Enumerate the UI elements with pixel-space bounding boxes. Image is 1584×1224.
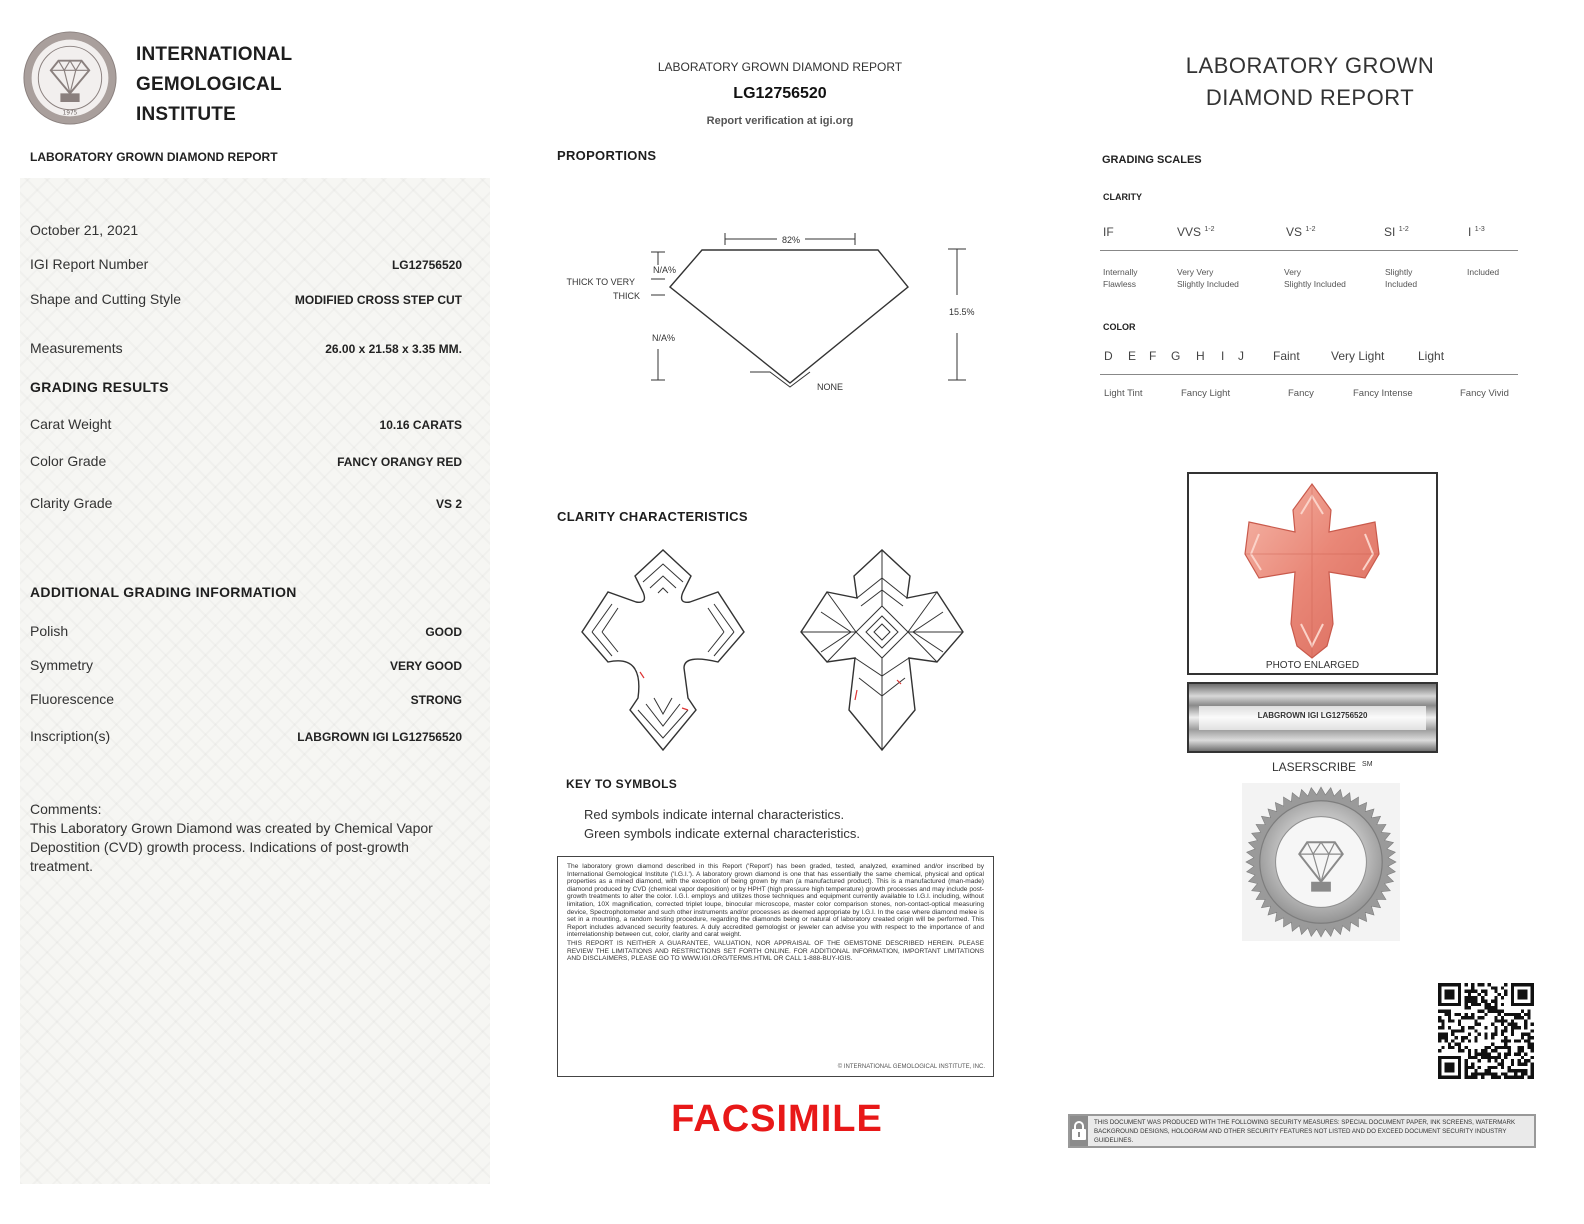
- grading-label: Color Grade: [30, 453, 107, 469]
- color-letter-i: I: [1221, 349, 1225, 363]
- clarity-scale-rule: [1100, 250, 1518, 251]
- color-fancy-fancy-light: Fancy Light: [1181, 388, 1231, 399]
- clarity-grade-if: IF: [1103, 225, 1114, 239]
- color-letter-h: H: [1196, 349, 1205, 363]
- clarity-desc-i: Included: [1467, 267, 1500, 277]
- additional-label: Symmetry: [30, 657, 93, 673]
- depth-percent: 15.5%: [949, 307, 975, 317]
- security-notice-text: THIS DOCUMENT WAS PRODUCED WITH THE FOLLOWING SECURITY MEASURES: SPECIAL DOCUMENT PAPER, INK SCREENS, WATERMARK BACKGROUND DESIGNS, HOLOGRAM AND OTHER SECURITY FEATURES NOT LISTED AND DO EXCEED DOCUMENT SECURITY INDUSTRY GUIDELINES.: [1094, 1118, 1516, 1144]
- right-title-line-2: DIAMOND REPORT: [1205, 85, 1415, 110]
- seal-year: 1975: [62, 110, 78, 117]
- grading-scales-heading: GRADING SCALES: [1102, 154, 1202, 166]
- girdle-label-1: THICK TO VERY: [566, 277, 635, 287]
- clarity-characteristics-heading: CLARITY CHARACTERISTICS: [557, 509, 748, 524]
- security-features-bar: [1068, 1114, 1536, 1148]
- additional-grading-heading: ADDITIONAL GRADING INFORMATION: [30, 584, 297, 600]
- grading-value: VS 2: [435, 497, 462, 511]
- field-value: LG12756520: [391, 258, 462, 272]
- color-word-faint: Faint: [1273, 349, 1300, 363]
- additional-label: Polish: [30, 623, 69, 639]
- photo-caption: PHOTO ENLARGED: [1265, 660, 1360, 671]
- field-label: Measurements: [30, 340, 123, 356]
- additional-value: LABGROWN IGI LG12756520: [297, 730, 462, 744]
- additional-label: Inscription(s): [30, 728, 111, 744]
- disclaimer-paragraph-2: THIS REPORT IS NEITHER A GUARANTEE, VALUATION, NOR APPRAISAL OF THE GEMSTONE DESCRIBED HEREIN. PLEASE REVIEW THE LIMITATIONS AND RESTRICTIONS SET FORTH ONLINE. FOR ADDITIONAL INFORMATION, IMPORTANT LIMITATIONS AND DISCLAIMERS, PLEASE GO TO WWW.IGI.ORG/TERMS.HTML OR CALL 1-888-BUY-IGIS.: [567, 939, 984, 963]
- additional-row-fluorescence: [30, 691, 462, 707]
- key-to-symbols-heading: KEY TO SYMBOLS: [566, 777, 678, 791]
- color-fancy-light-tint: Light Tint: [1104, 388, 1143, 399]
- color-scale-heading: COLOR: [1103, 322, 1136, 332]
- facsimile-stamp: FACSIMILE: [671, 1098, 883, 1140]
- field-value: 26.00 x 21.58 x 3.35 MM.: [325, 342, 462, 356]
- color-word-light: Light: [1418, 349, 1445, 363]
- grading-row-clarity: [30, 495, 462, 511]
- color-word-very-light: Very Light: [1331, 349, 1385, 363]
- additional-row-inscription: [30, 728, 462, 744]
- clarity-grade-vvs: VVS $^{1-2}$: [1177, 225, 1215, 239]
- grading-value: FANCY ORANGY RED: [337, 455, 462, 469]
- field-row-report-number: [30, 256, 462, 272]
- clarity-desc-vs: Very Slightly Included: [1284, 267, 1346, 289]
- org-line-3: INSTITUTE: [136, 104, 236, 125]
- additional-row-polish: [30, 623, 462, 639]
- key-to-symbols-text: [584, 805, 860, 843]
- pavilion-percent: N/A%: [652, 333, 676, 343]
- laserscribe-inscription: LABGROWN IGI LG12756520: [1257, 711, 1368, 720]
- clarity-desc-si: Slightly Included: [1385, 267, 1418, 289]
- grading-row-color: [30, 453, 462, 469]
- disclaimer-paragraph-1: The laboratory grown diamond described in this Report ('Report') has been graded, tested, analyzed, examined and/or inscribed by International Gemological Institute ('I.G.I.'). A laboratory grown diamond is one that has essentially the same chemical, physical and optical properties as a mined diamond, with the exception of being grown by man (a manufactured product). This is a manufactured (man-made) diamond produced by CVD (chemical vapor deposition) or by HPHT (high pressure high temperature) growth processes and may include post-growth treatments to alter the color. I.G.I. employs and utilizes those techniques and equipment currently available to I.G.I. including, without limitation, 10X magnification, corrected triplet loupe, binocular microscope, master color comparison stones, non-contact-optical measuring device, Spectrophotometer and such other instruments and/or processes as deemed appropriate by I.G.I. In the case where diamond melee is set in a mounting, a random testing procedure, regarding the diamonds being or natural of laboratory created origin will be performed. This Report includes advanced security features. A duly accredited gemologist or jeweler can advise you with respect to the importance of and interrelationship between cut, color, clarity and carat weight.: [567, 863, 984, 939]
- inclusion-mark-red: [682, 708, 688, 710]
- diamond-profile-outline: [670, 250, 908, 383]
- igi-hologram-seal: [1242, 782, 1400, 942]
- lock-icon: [1070, 1116, 1088, 1146]
- clarity-grade-vs: VS $^{1-2}$: [1286, 225, 1316, 239]
- field-label: IGI Report Number: [30, 256, 149, 272]
- grading-value: 10.16 CARATS: [379, 418, 462, 432]
- right-title-line-1: LABORATORY GROWN: [1185, 53, 1435, 78]
- copyright-notice: © INTERNATIONAL GEMOLOGICAL INSTITUTE, INC.: [837, 1064, 985, 1071]
- inclusion-mark-red: [855, 690, 857, 700]
- report-verification-link[interactable]: Report verification at igi.org: [706, 115, 854, 127]
- color-fancy-vivid: Fancy Vivid: [1460, 388, 1509, 399]
- inclusion-mark-red: [640, 672, 644, 678]
- color-letter-e: E: [1128, 349, 1137, 363]
- org-line-2: GEMOLOGICAL: [136, 74, 282, 95]
- report-date: October 21, 2021: [30, 222, 139, 238]
- additional-value: GOOD: [425, 625, 462, 639]
- laserscribe-label: LASERSCRIBE ℠: [1272, 760, 1373, 774]
- clarity-desc-vvs: Very Very Slightly Included: [1177, 267, 1239, 289]
- proportions-heading: PROPORTIONS: [557, 148, 657, 163]
- comments-heading: Comments:: [30, 801, 102, 817]
- clarity-grade-si: SI $^{1-2}$: [1384, 225, 1409, 239]
- field-value: MODIFIED CROSS STEP CUT: [294, 293, 462, 307]
- crown-percent: N/A%: [653, 265, 677, 275]
- key-red-text: Red symbols indicate internal characteristics.: [584, 807, 845, 822]
- field-label: Shape and Cutting Style: [30, 291, 181, 307]
- color-letter-j: J: [1238, 349, 1244, 363]
- right-report-title: [1100, 50, 1520, 114]
- left-report-title: LABORATORY GROWN DIAMOND REPORT: [30, 150, 278, 164]
- field-row-measurements: [30, 340, 462, 356]
- proportions-diagram: [555, 225, 990, 405]
- organization-name: [136, 40, 292, 130]
- field-row-shape: [30, 291, 462, 307]
- color-fancy-intense: Fancy Intense: [1353, 388, 1413, 399]
- qr-code[interactable]: [1438, 983, 1534, 1079]
- grading-row-carat: [30, 416, 462, 432]
- additional-value: STRONG: [410, 693, 462, 707]
- additional-row-symmetry: [30, 657, 462, 673]
- table-percent: 82%: [781, 235, 801, 245]
- additional-value: VERY GOOD: [389, 659, 462, 673]
- color-letter-g: G: [1171, 349, 1181, 363]
- security-background-panel: [20, 178, 490, 1184]
- disclaimer-box: [557, 856, 994, 1077]
- color-scale-rule: [1100, 374, 1518, 375]
- comments-body: This Laboratory Grown Diamond was created by Chemical Vapor Depostition (CVD) growth process. Indications of post-growth treatment.: [30, 820, 433, 874]
- igi-seal-logo: [22, 30, 118, 126]
- middle-report-number: LG12756520: [733, 85, 827, 102]
- additional-label: Fluorescence: [30, 691, 115, 707]
- grading-results-heading: GRADING RESULTS: [30, 379, 169, 395]
- report-date-row: [30, 222, 462, 238]
- clarity-plot-pavilion-view: [797, 548, 967, 752]
- cross-diamond-image: [1189, 474, 1436, 673]
- culet-value: NONE: [817, 382, 844, 392]
- girdle-label-2: THICK: [613, 291, 640, 301]
- comments-block: [30, 800, 470, 876]
- clarity-scale-heading: CLARITY: [1103, 192, 1142, 202]
- grading-label: Carat Weight: [30, 416, 112, 432]
- color-letter-d: D: [1104, 349, 1113, 363]
- color-letter-f: F: [1149, 349, 1157, 363]
- middle-report-title: LABORATORY GROWN DIAMOND REPORT: [657, 60, 903, 74]
- key-green-text: Green symbols indicate external characteristics.: [584, 826, 861, 841]
- org-line-1: INTERNATIONAL: [136, 44, 293, 65]
- color-fancy-fancy: Fancy: [1288, 388, 1314, 399]
- clarity-desc-if: Internally Flawless: [1103, 267, 1138, 289]
- grading-label: Clarity Grade: [30, 495, 113, 511]
- diamond-photo: [1187, 472, 1438, 675]
- clarity-plot-crown-view: [578, 548, 748, 752]
- clarity-grade-i: I $^{1-3}$: [1468, 225, 1485, 239]
